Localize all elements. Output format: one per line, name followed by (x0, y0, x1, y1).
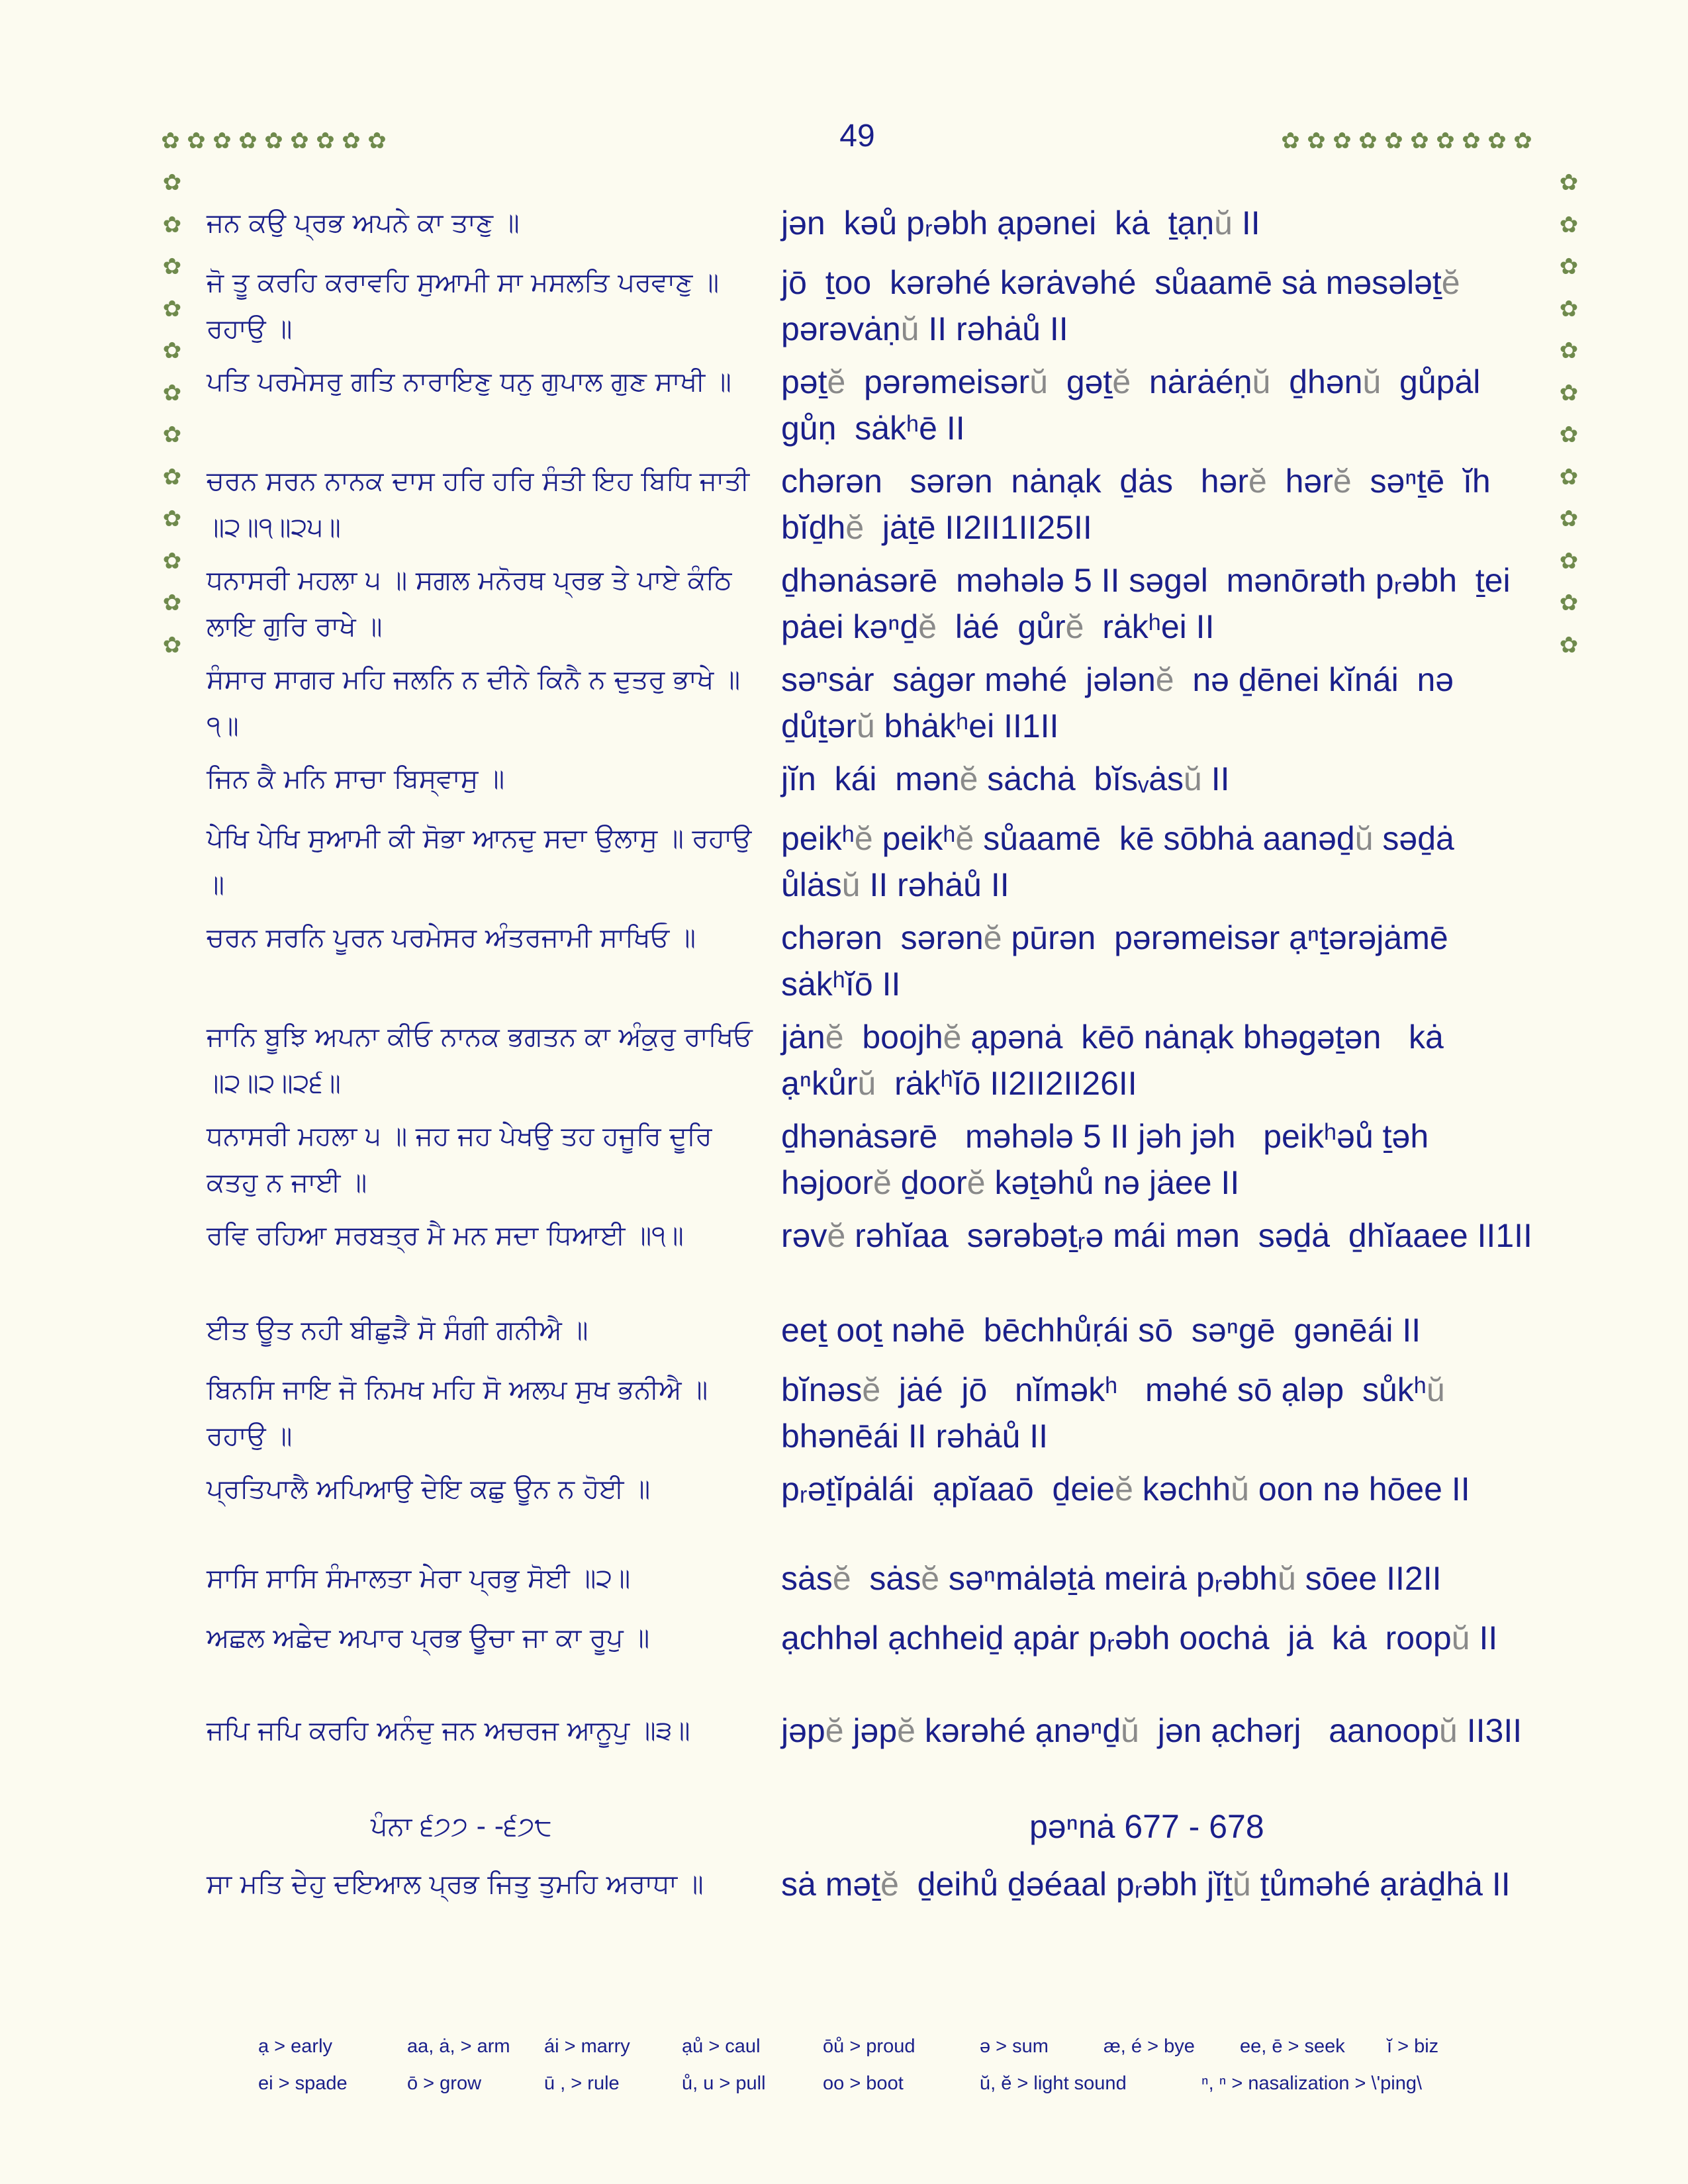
light-vowel-mark: ŭ (1029, 363, 1049, 400)
flower-icon: ✿ (161, 128, 180, 154)
flower-icon: ✿ (1559, 506, 1579, 532)
transliteration-segment: səḏȧ ůlȧs (781, 820, 1464, 903)
transliteration-segment: ḏeihů ḏəéaal pᵣəbh jĭṯ (898, 1866, 1233, 1903)
page-reference-gurmukhi: ਪੰਨਾ ੬੭੭ - -੬੭੮ (371, 1811, 552, 1842)
flower-icon: ✿ (1559, 422, 1579, 448)
legend-item: ạ > early (258, 2036, 333, 2057)
light-vowel-mark: ĕ (825, 1712, 844, 1749)
flower-icon: ✿ (187, 128, 206, 154)
flower-icon: ✿ (162, 631, 182, 659)
flower-icon: ✿ (212, 128, 232, 154)
transliteration-text (781, 1707, 1542, 1754)
transliteration-segment: pᵣəṯĭpȧlái ạpĭaaō ḏeie (781, 1471, 1115, 1508)
gurmukhi-text: ਧਨਾਸਰੀ ਮਹਲਾ ੫ ॥ ਸਗਲ ਮਨੋਰਥ ਪ੍ਰਭ ਤੇ ਪਾਏ ਕੰਠਿ ਲਾਇ ਗੁਰਿ ਰਾਖੇ ॥ (207, 565, 732, 642)
gurmukhi-text: ਪੇਖਿ ਪੇਖਿ ਸੁਆਮੀ ਕੀ ਸੋਭਾ ਆਨਦੁ ਸਦਾ ਉਲਾਸੁ ॥ ਰਹਾਉ ॥ (207, 823, 752, 900)
flower-icon: ✿ (1559, 338, 1579, 364)
light-vowel-mark: ĕ (959, 760, 978, 797)
top-right-ornament-row (1278, 130, 1536, 152)
flower-icon: ✿ (162, 338, 182, 364)
legend-item: oo > boot (823, 2073, 904, 2094)
light-vowel-mark: ŭ (841, 866, 861, 903)
light-vowel-mark: ĕ (955, 820, 974, 857)
flower-icon: ✿ (238, 128, 258, 154)
flower-icon: ✿ (162, 211, 182, 238)
transliteration-segment: pəṯ (781, 363, 827, 400)
transliteration-segment: ṯůməhé ạrȧḏhȧ II (1250, 1866, 1511, 1903)
transliteration-segment: sȧs (781, 1560, 833, 1597)
legend-item: ĭ > biz (1387, 2036, 1439, 2057)
flower-icon: ✿ (1559, 379, 1579, 406)
transliteration-segment: II (1201, 760, 1230, 797)
light-vowel-mark: ĕ (825, 1019, 844, 1056)
transliteration-segment: boojh (843, 1019, 943, 1056)
flower-icon: ✿ (264, 128, 283, 154)
light-vowel-mark: ĕ (1155, 661, 1174, 698)
transliteration-segment: sȧchȧ bĭsᵥȧs (978, 760, 1184, 797)
transliteration-text (781, 557, 1542, 650)
gurmukhi-text: ਬਿਨਸਿ ਜਾਇ ਜੋ ਨਿਮਖ ਮਹਿ ਸੋ ਅਲਪ ਸੁਖ ਭਨੀਐ ॥ ਰਹਾਉ ॥ (207, 1375, 708, 1451)
gurmukhi-text: ਸਾਸਿ ਸਾਸਿ ਸੰਮਾਲਤਾ ਮੇਰਾ ਪ੍ਰਭੁ ਸੋਈ ॥੨॥ (207, 1563, 631, 1594)
transliteration-segment: kəṯəhů nə jȧee II (985, 1164, 1240, 1201)
transliteration-segment: ḏoor (891, 1164, 967, 1201)
light-vowel-mark: ĕ (1248, 463, 1267, 500)
transliteration-text (781, 200, 1542, 246)
flower-icon: ✿ (1559, 253, 1579, 280)
flower-icon: ✿ (162, 253, 182, 280)
transliteration-segment: II (1470, 1619, 1498, 1657)
transliteration-segment: jȧé jō nĭməkʰ məhé sō ạləp sůkʰ (880, 1371, 1427, 1408)
transliteration-segment: sůaamē kē sōbhȧ aanəḏ (974, 820, 1355, 857)
transliteration-segment: pūrən pərəmeisər ạⁿṯərəjȧmē sȧkʰĭō II (781, 919, 1458, 1003)
flower-icon: ✿ (316, 128, 335, 154)
transliteration-text (781, 1307, 1542, 1353)
light-vowel-mark: ŭ (1362, 363, 1382, 400)
flower-icon: ✿ (1513, 128, 1532, 154)
transliteration-segment: gəṯ (1048, 363, 1113, 400)
transliteration-segment: jȧn (781, 1019, 825, 1056)
light-vowel-mark: ĕ (983, 919, 1002, 956)
light-vowel-mark: ĕ (918, 608, 937, 645)
transliteration-segment: II3II (1457, 1712, 1523, 1749)
flower-icon: ✿ (162, 379, 182, 406)
gurmukhi-text: ਪ੍ਰਤਿਪਾਲੈ ਅਪਿਆਉ ਦੇਇ ਕਛੁ ਊਨ ਨ ਹੋਈ ॥ (207, 1474, 651, 1504)
transliteration-segment: pərəmeisər (845, 363, 1030, 400)
transliteration-segment: II rəhȧů II (860, 866, 1009, 903)
light-vowel-mark: ĕ (873, 1164, 892, 1201)
transliteration-text (781, 458, 1542, 551)
transliteration-segment: sȧ məṯ (781, 1866, 881, 1903)
light-vowel-mark: ŭ (856, 707, 875, 745)
gurmukhi-text: ਜਪਿ ਜਪਿ ਕਰਹਿ ਅਨੰਦੁ ਜਨ ਅਚਰਜ ਆਨੂਪੁ ॥੩॥ (207, 1715, 690, 1746)
gurmukhi-text: ਅਛਲ ਅਛੇਦ ਅਪਾਰ ਪ੍ਰਭ ਊਚਾ ਜਾ ਕਾ ਰੂਪੁ ॥ (207, 1623, 650, 1653)
transliteration-segment: ḏhənȧsərē məhələ 5 II səgəl mənōrəth pᵣəbh ṯei pȧei kəⁿḏ (781, 562, 1529, 645)
transliteration-segment: kəchh (1133, 1471, 1231, 1508)
flower-icon: ✿ (1358, 128, 1378, 154)
light-vowel-mark: ŭ (1439, 1712, 1458, 1749)
page-reference-translit: pəⁿnȧ 677 - 678 (1029, 1808, 1264, 1845)
left-ornament-column (159, 162, 185, 666)
transliteration-segment: ạchhəl ạchheiḏ ạpȧr pᵣəbh oochȧ jȧ kȧ roop (781, 1619, 1452, 1657)
legend-item: ŭ, ĕ > light sound (980, 2073, 1127, 2094)
transliteration-text (781, 657, 1542, 749)
transliteration-segment: chərən sərən nȧnạk ḏȧs hər (781, 463, 1248, 500)
light-vowel-mark: ĕ (1115, 1471, 1133, 1508)
flower-icon: ✿ (1559, 169, 1579, 196)
legend-item: ái > marry (544, 2036, 630, 2057)
light-vowel-mark: ŭ (857, 1065, 876, 1102)
transliteration-segment: oon nə hōee II (1249, 1471, 1470, 1508)
flower-icon: ✿ (1559, 547, 1579, 574)
legend-item: ōů > proud (823, 2036, 915, 2057)
gurmukhi-text: ਜੋ ਤੂ ਕਰਹਿ ਕਰਾਵਹਿ ਸੁਆਮੀ ਸਾ ਮਸਲਤਿ ਪਰਵਾਣੁ ॥ ਰਹਾਉ ॥ (207, 267, 720, 344)
transliteration-segment: gůpȧl gůṇ sȧkʰē II (781, 363, 1499, 447)
flower-icon: ✿ (162, 506, 182, 532)
light-vowel-mark: ŭ (1252, 363, 1271, 400)
light-vowel-mark: ĕ (862, 1371, 881, 1408)
gurmukhi-text: ਪਤਿ ਪਰਮੇਸਰੁ ਗਤਿ ਨਾਰਾਇਣੁ ਧਨੁ ਗੁਪਾਲ ਗੁਣ ਸਾਖੀ ॥ (207, 367, 731, 397)
transliteration-segment: jō ṯoo kərəhé kərȧvəhé sůaamē sȧ məsələṯ (781, 264, 1442, 301)
legend-item: ə > sum (980, 2036, 1049, 2057)
transliteration-segment: səⁿsȧr sȧgər məhé jələn (781, 661, 1156, 698)
legend-item: ō > grow (407, 2073, 482, 2094)
transliteration-segment: II rəhȧů II (919, 310, 1068, 347)
gurmukhi-text: ਰਵਿ ਰਹਿਆ ਸਰਬਤ੍ਰ ਮੈ ਮਨ ਸਦਾ ਧਿਆਈ ॥੧॥ (207, 1220, 684, 1251)
legend-item: ee, ē > seek (1240, 2036, 1345, 2057)
transliteration-segment: peikʰ (781, 820, 855, 857)
light-vowel-mark: ŭ (1278, 1560, 1296, 1597)
flower-icon: ✿ (1410, 128, 1429, 154)
light-vowel-mark: ĕ (827, 363, 846, 400)
transliteration-segment: rəv (781, 1217, 827, 1254)
transliteration-segment: rȧkʰĭō II2II2II26II (876, 1065, 1137, 1102)
light-vowel-mark: ŭ (1184, 760, 1202, 797)
light-vowel-mark: ĕ (1112, 363, 1131, 400)
light-vowel-mark: ŭ (1451, 1619, 1470, 1657)
flower-icon: ✿ (1559, 295, 1579, 322)
flower-icon: ✿ (1281, 128, 1300, 154)
gurmukhi-text: ਚਰਨ ਸਰਨ ਨਾਨਕ ਦਾਸ ਹਰਿ ਹਰਿ ਸੰਤੀ ਇਹ ਬਿਧਿ ਜਾਤੀ ॥੨॥੧॥੨੫॥ (207, 466, 750, 543)
light-vowel-mark: ŭ (1214, 205, 1233, 242)
transliteration-text (781, 1367, 1542, 1459)
light-vowel-mark: ŭ (900, 310, 919, 347)
light-vowel-mark: ĕ (1065, 608, 1084, 645)
legend-item: ạů > caul (682, 2036, 761, 2057)
flower-icon: ✿ (1462, 128, 1481, 154)
flower-icon: ✿ (162, 590, 182, 616)
gurmukhi-text: ਜਨ ਕਉ ਪ੍ਰਭ ਅਪਨੇ ਕਾ ਤਾਣੁ ॥ (207, 208, 520, 238)
light-vowel-mark: ĕ (943, 1019, 962, 1056)
transliteration-segment: bhənēái II rəhȧů II (781, 1371, 1454, 1455)
transliteration-segment: jəp (843, 1712, 898, 1749)
flower-icon: ✿ (162, 295, 182, 322)
gurmukhi-text: ਜਾਨਿ ਬੂਝਿ ਅਪਨਾ ਕੀਓ ਨਾਨਕ ਭਗਤਨ ਕਾ ਅੰਕੁਰੁ ਰਾਖਿਓ ॥੨॥੨॥੨੬॥ (207, 1022, 753, 1099)
transliteration-segment: jəp (781, 1712, 825, 1749)
light-vowel-mark: ĕ (827, 1217, 846, 1254)
flower-icon: ✿ (1559, 590, 1579, 616)
flower-icon: ✿ (1559, 463, 1579, 490)
transliteration-segment: səⁿṯē ĭh bĭḏh (781, 463, 1509, 546)
flower-icon: ✿ (290, 128, 309, 154)
light-vowel-mark: ŭ (1426, 1371, 1445, 1408)
transliteration-segment: jən kəů pᵣəbh ạpənei kȧ ṯạṇ (781, 205, 1215, 242)
legend-item: æ, é > bye (1103, 2036, 1195, 2057)
gurmukhi-text: ਜਿਨ ਕੈ ਮਨਿ ਸਾਚਾ ਬਿਸ੍ਵਾਸੁ ॥ (207, 764, 505, 794)
transliteration-segment: rȧkʰei II (1084, 608, 1215, 645)
light-vowel-mark: ĕ (1441, 264, 1460, 301)
transliteration-segment: jən ạchərj aanoop (1139, 1712, 1440, 1749)
transliteration-segment: nȧrȧéṇ (1131, 363, 1252, 400)
flower-icon: ✿ (1559, 631, 1579, 659)
flower-icon: ✿ (1333, 128, 1352, 154)
transliteration-text (781, 1113, 1542, 1206)
transliteration-segment: ḏhənȧsərē məhələ 5 II jəh jəh peikʰəů ṯəh həjoor (781, 1118, 1438, 1201)
flower-icon: ✿ (162, 169, 182, 196)
transliteration-segment: hər (1266, 463, 1333, 500)
transliteration-segment: jȧṯē II2II1II25II (864, 509, 1092, 546)
transliteration-text (781, 1555, 1542, 1602)
transliteration-segment: jĭn kái mən (781, 760, 960, 797)
transliteration-text (781, 1212, 1542, 1259)
legend-item: ei > spade (258, 2073, 348, 2094)
transliteration-text (781, 259, 1542, 352)
transliteration-segment: kərəhé ạnəⁿḏ (915, 1712, 1121, 1749)
light-vowel-mark: ĕ (921, 1560, 940, 1597)
legend-item: aa, ȧ, > arm (407, 2036, 510, 2057)
light-vowel-mark: ŭ (1354, 820, 1374, 857)
top-left-ornament-row (158, 130, 390, 152)
flower-icon: ✿ (1487, 128, 1507, 154)
transliteration-segment: bĭnəs (781, 1371, 863, 1408)
flower-icon: ✿ (1559, 211, 1579, 238)
light-vowel-mark: ŭ (1121, 1712, 1139, 1749)
transliteration-segment: sȧs (851, 1560, 921, 1597)
flower-icon: ✿ (1307, 128, 1326, 154)
gurmukhi-text: ਚਰਨ ਸਰਨਿ ਪੂਰਨ ਪਰਮੇਸਰ ਅੰਤਰਜਾਮੀ ਸਾਖਿਓ ॥ (207, 923, 696, 953)
transliteration-text (781, 1615, 1542, 1661)
transliteration-segment: nə ḏēnei kĭnái nə ḏůṯər (781, 661, 1464, 745)
light-vowel-mark: ŭ (1231, 1471, 1250, 1508)
transliteration-text (781, 1466, 1542, 1512)
transliteration-segment: rəhĭaa sərəbəṯᵣə mái mən səḏȧ ḏhĭaaee II1II (845, 1217, 1532, 1254)
transliteration-segment: ḏhən (1270, 363, 1363, 400)
transliteration-text (781, 915, 1542, 1007)
light-vowel-mark: ĕ (832, 1560, 851, 1597)
transliteration-text (781, 815, 1542, 908)
flower-icon: ✿ (162, 547, 182, 574)
flower-icon: ✿ (342, 128, 361, 154)
legend-item: ⁿ, ⁿ > nasalization > \'ping\ (1201, 2073, 1423, 2094)
flower-icon: ✿ (1436, 128, 1455, 154)
transliteration-segment: II (1232, 205, 1260, 242)
light-vowel-mark: ĕ (1333, 463, 1352, 500)
transliteration-segment: eeṯ ooṯ nəhē bēchhůṛái sō səⁿgē gənēái II (781, 1312, 1421, 1349)
transliteration-segment: bhȧkʰei II1II (874, 707, 1059, 745)
transliteration-segment: lȧé gůr (937, 608, 1066, 645)
gurmukhi-text: ਸੰਸਾਰ ਸਾਗਰ ਮਹਿ ਜਲਨਿ ਨ ਦੀਨੇ ਕਿਨੈ ਨ ਦੁਤਰੁ ਭਾਖੇ ॥੧॥ (207, 664, 741, 741)
flower-icon: ✿ (367, 128, 387, 154)
transliteration-segment: pərəvȧṇ (781, 264, 1470, 347)
gurmukhi-text: ਸਾ ਮਤਿ ਦੇਹੁ ਦਇਆਲ ਪ੍ਰਭ ਜਿਤੁ ਤੁਮਹਿ ਅਰਾਧਾ ॥ (207, 1869, 704, 1899)
gurmukhi-text: ਈਤ ਊਤ ਨਹੀ ਬੀਛੁੜੈ ਸੋ ਸੰਗੀ ਗਨੀਐ ॥ (207, 1315, 588, 1345)
legend-item: ů, u > pull (682, 2073, 766, 2094)
transliteration-segment: sōee II2II (1295, 1560, 1442, 1597)
page-number: 49 (839, 118, 875, 154)
flower-icon: ✿ (1384, 128, 1403, 154)
transliteration-segment: səⁿmȧləṯȧ meirȧ pᵣəbh (939, 1560, 1278, 1597)
transliteration-text (781, 359, 1542, 451)
gurmukhi-text: ਧਨਾਸਰੀ ਮਹਲਾ ੫ ॥ ਜਹ ਜਹ ਪੇਖਉ ਤਹ ਹਜੂਰਿ ਦੂਰਿ ਕਤਹੁ ਨ ਜਾਈ ॥ (207, 1121, 712, 1198)
flower-icon: ✿ (162, 463, 182, 490)
legend-item: ū , > rule (544, 2073, 620, 2094)
transliteration-segment: chərən sərən (781, 919, 984, 956)
transliteration-segment: peikʰ (872, 820, 956, 857)
light-vowel-mark: ĕ (880, 1866, 899, 1903)
light-vowel-mark: ĕ (845, 509, 865, 546)
light-vowel-mark: ĕ (854, 820, 873, 857)
light-vowel-mark: ĕ (897, 1712, 915, 1749)
light-vowel-mark: ĕ (966, 1164, 986, 1201)
light-vowel-mark: ŭ (1232, 1866, 1251, 1903)
transliteration-segment: ạpənȧ kēō nȧnạk bhəgəṯən kȧ ạⁿkůr (781, 1019, 1462, 1102)
flower-icon: ✿ (162, 422, 182, 448)
transliteration-text (781, 1861, 1542, 1907)
right-ornament-column (1556, 162, 1582, 666)
transliteration-text (781, 1014, 1542, 1107)
transliteration-text (781, 756, 1542, 802)
